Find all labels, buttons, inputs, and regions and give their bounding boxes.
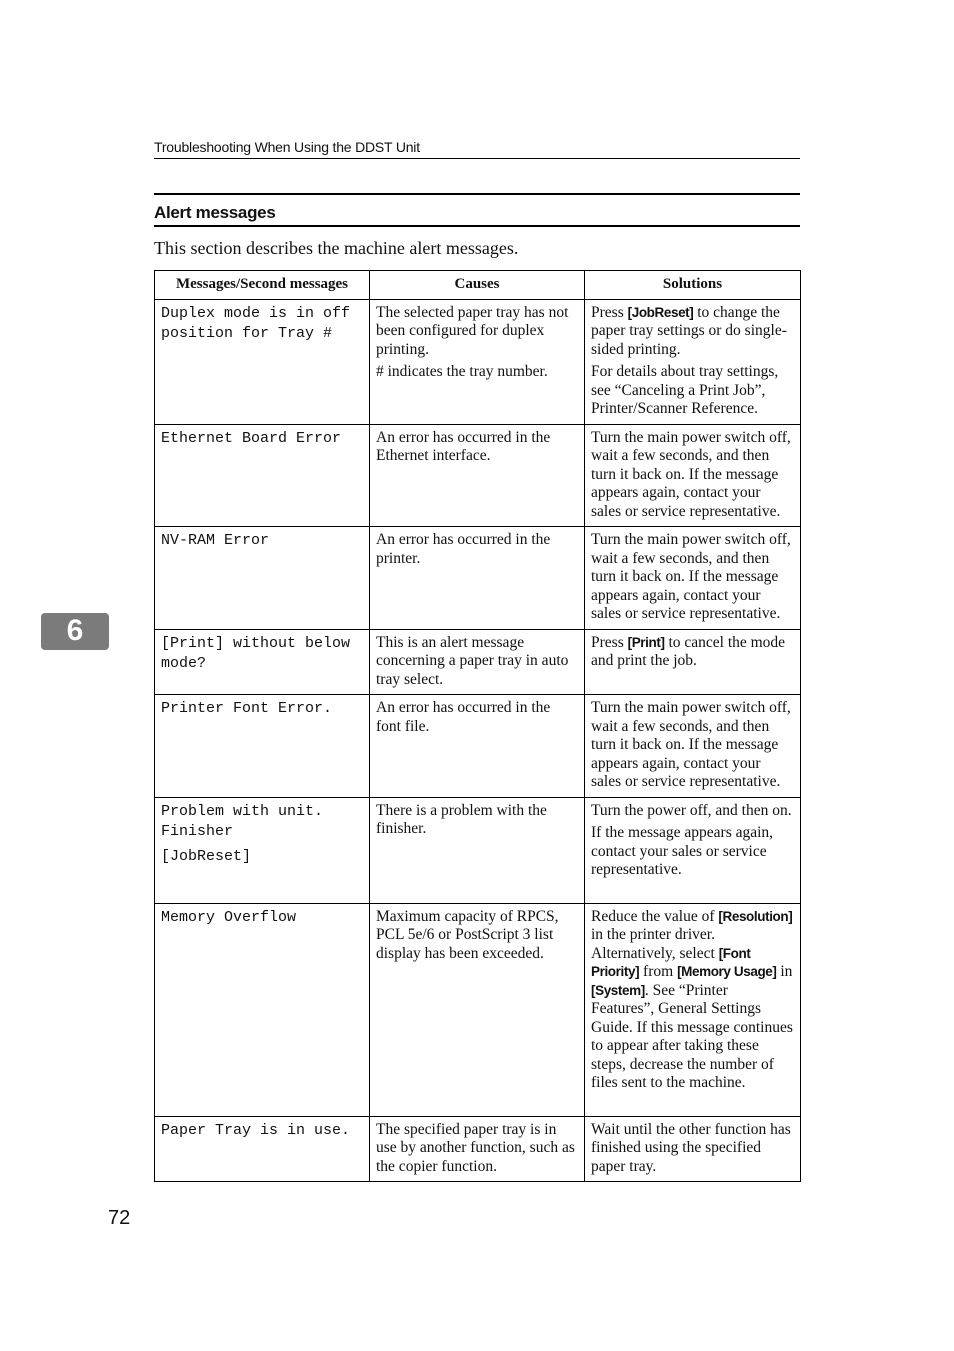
section-heading-box — [154, 193, 800, 227]
solution-paragraph — [591, 908, 794, 1093]
cause-cell — [370, 527, 585, 630]
solution-paragraph — [591, 634, 794, 671]
solution-text: For details about tray settings, see “Canceling a Print Job”, Printer/Scanner Reference. — [591, 363, 779, 417]
cause-text: # indicates the tray number. — [376, 363, 548, 380]
solution-cell — [585, 299, 801, 424]
solution-text: Turn the main power switch off, wait a few seconds, and then turn it back on. If the message appears again, contact your sales or service representative. — [591, 428, 791, 520]
solution-text: Turn the main power switch off, wait a few seconds, and then turn it back on. If the message appears again, contact your sales or service representative. — [591, 531, 791, 622]
alert-message-text: Paper Tray is in use. — [161, 1121, 351, 1139]
alert-message-text: NV-RAM Error — [161, 532, 270, 549]
solution-text: If the message appears again, contact your sales or service representative. — [591, 824, 774, 878]
message-cell — [155, 1116, 370, 1182]
chapter-number: 6 — [66, 614, 84, 647]
cause-text: The specified paper tray is in use by another function, such as the copier function. — [376, 1120, 575, 1175]
alert-message-text: Ethernet Board Error — [161, 429, 342, 447]
table-row — [155, 299, 801, 424]
solution-paragraph — [591, 824, 794, 880]
section-intro: This section describes the machine alert messages. — [154, 238, 519, 258]
table-row — [155, 695, 801, 798]
solution-cell — [585, 695, 801, 798]
solution-text: Turn the main power switch off, wait a few seconds, and then turn it back on. If the message appears again, contact your sales or service representative. — [591, 699, 791, 790]
table-row — [155, 797, 801, 903]
cause-cell — [370, 629, 585, 695]
key-label: [Print] — [627, 634, 665, 650]
column-header-messages: Messages/Second messages — [155, 271, 370, 300]
cause-text: The selected paper tray has not been configured for duplex printing. — [376, 303, 569, 358]
table-row — [155, 903, 801, 1116]
key-label: [System] — [591, 982, 645, 998]
alert-message-text: Memory Overflow — [161, 908, 297, 926]
solution-text: to change the paper tray settings or do single-sided printing. — [591, 303, 787, 358]
table-header-row — [155, 271, 801, 300]
solution-paragraph — [591, 699, 794, 792]
cause-cell — [370, 1116, 585, 1182]
solution-cell — [585, 424, 801, 527]
message-cell — [155, 299, 370, 424]
message-cell — [155, 424, 370, 527]
cause-text: There is a problem with the finisher. — [376, 801, 547, 837]
solution-text: Reduce the value of — [591, 907, 719, 925]
alert-message-text: Printer Font Error. — [161, 700, 333, 717]
solution-cell — [585, 629, 801, 695]
solution-text: . See “Printer Features”, General Settings Guide. If this message continues to appear after taking these steps, decrease the number of files sent to the machine. — [591, 981, 793, 1091]
solution-text: from — [639, 963, 678, 980]
solution-cell — [585, 903, 801, 1116]
table-row — [155, 1116, 801, 1182]
key-label: [Font Priority] — [591, 945, 751, 979]
message-cell — [155, 797, 370, 903]
page-number: 72 — [108, 1207, 131, 1229]
key-label: [JobReset] — [627, 304, 694, 320]
table-row — [155, 527, 801, 630]
solution-paragraph — [591, 363, 794, 419]
solution-text: Wait until the other function has finished using the specified paper tray. — [591, 1120, 791, 1175]
message-cell — [155, 629, 370, 695]
cause-cell — [370, 695, 585, 798]
solution-text: in the printer driver. Alternatively, select — [591, 926, 719, 962]
alert-message-text: Problem with unit. Finisher — [161, 802, 324, 840]
chapter-tab — [41, 613, 109, 650]
solution-cell — [585, 527, 801, 630]
solution-cell — [585, 797, 801, 903]
solution-text: Press — [591, 303, 628, 321]
alert-message-text: [Print] without below mode? — [161, 634, 351, 672]
cause-cell — [370, 424, 585, 527]
alert-message-text: [JobReset] — [161, 847, 252, 865]
message-cell — [155, 695, 370, 798]
solution-text: Press — [591, 633, 628, 651]
message-cell — [155, 903, 370, 1116]
solution-cell — [585, 1116, 801, 1182]
alert-message-text: Duplex mode is in off position for Tray # — [161, 304, 351, 342]
solution-text: Turn the power off, and then on. — [591, 801, 792, 819]
solution-paragraph — [591, 1121, 794, 1177]
column-header-solutions: Solutions — [585, 271, 801, 300]
table-row — [155, 424, 801, 527]
cause-text: An error has occurred in the Ethernet interface. — [376, 428, 551, 464]
key-label: [Memory Usage] — [677, 964, 777, 979]
table-row — [155, 629, 801, 695]
alert-messages-table — [154, 270, 801, 1182]
section-title: Alert messages — [154, 203, 276, 222]
solution-text: to cancel the mode and print the job. — [591, 633, 786, 669]
cause-text: Maximum capacity of RPCS, PCL 5e/6 or PostScript 3 list display has been exceeded. — [376, 907, 559, 962]
message-cell — [155, 527, 370, 630]
solution-text: in — [776, 963, 793, 980]
cause-text: An error has occurred in the printer. — [376, 531, 551, 567]
cause-cell — [370, 797, 585, 903]
cause-cell — [370, 903, 585, 1116]
solution-paragraph — [591, 429, 794, 522]
solution-paragraph — [591, 531, 794, 624]
solution-paragraph — [591, 802, 794, 821]
cause-text: An error has occurred in the font file. — [376, 699, 551, 735]
running-header: Troubleshooting When Using the DDST Unit — [154, 139, 800, 159]
cause-text: This is an alert message concerning a paper tray in auto tray select. — [376, 633, 569, 688]
key-label: [Resolution] — [718, 908, 793, 924]
cause-cell — [370, 299, 585, 424]
solution-paragraph — [591, 304, 794, 360]
column-header-causes: Causes — [370, 271, 585, 300]
